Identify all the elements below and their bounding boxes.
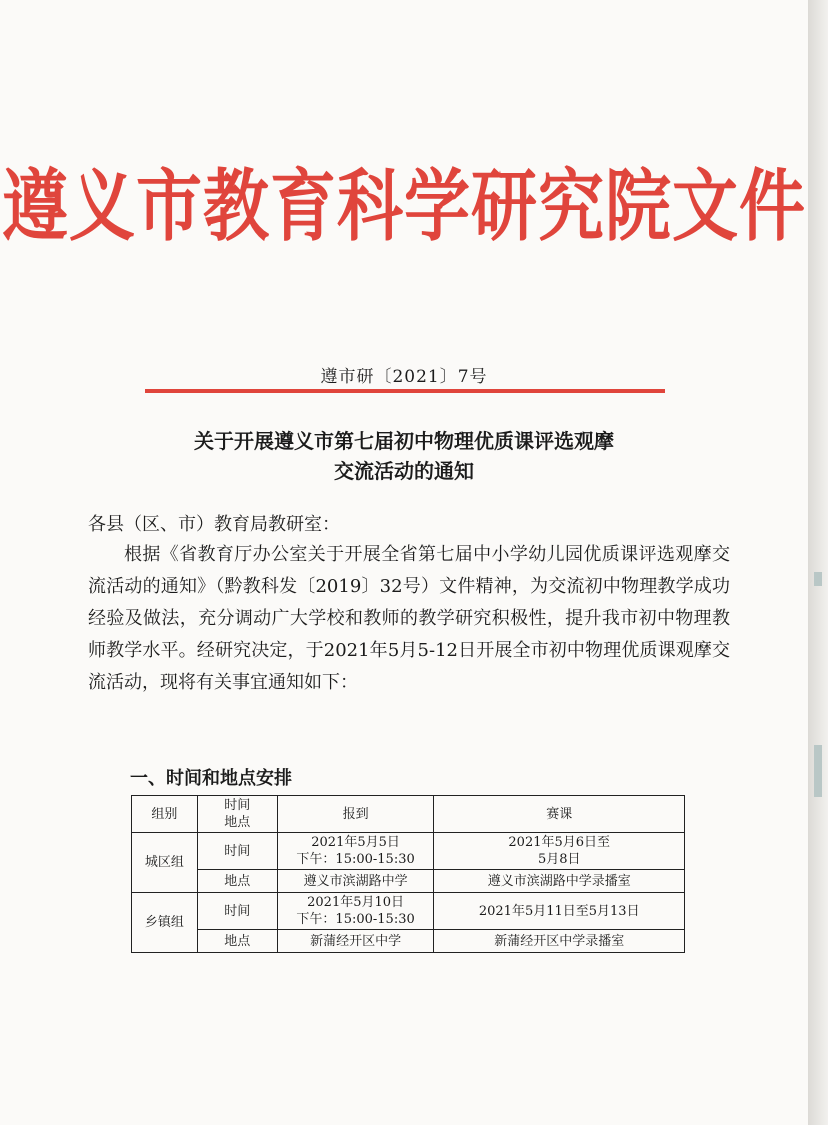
edge-mark	[814, 745, 822, 797]
schedule-table	[131, 795, 685, 953]
competition-time-township: 2021年5月11日至5月13日	[434, 893, 685, 930]
notice-title	[0, 426, 808, 486]
table-header-row	[132, 796, 685, 833]
body-paragraph: 根据《省教育厅办公室关于开展全省第七届中小学幼儿园优质课评选观摩交流活动的通知》（黔教科发〔2019〕32号）文件精神，为交流初中物理教学成功经验及做法，充分调动广大学校和教师的教学研究积极性，提升我市初中物理教师教学水平。经研究决定，于2021年5月5-12日开展全市初中物理优质课观摩交流活动，现将有关事宜通知如下：	[88, 544, 730, 693]
header-registration: 报到	[277, 796, 434, 833]
registration-date: 2021年5月10日	[307, 895, 405, 910]
table-row	[132, 870, 685, 893]
greeting: 各县（区、市）教育局教研室：	[88, 514, 340, 535]
table-row	[132, 833, 685, 870]
competition-place-township: 新蒲经开区中学录播室	[434, 930, 685, 953]
registration-time-urban	[277, 833, 434, 870]
notice-title-line1: 关于开展遵义市第七届初中物理优质课评选观摩	[194, 429, 614, 453]
header-place: 地点	[224, 815, 251, 830]
row-label-time: 时间	[197, 893, 277, 930]
red-divider-line	[145, 389, 665, 393]
group-name-township: 乡镇组	[132, 893, 198, 953]
registration-place-urban: 遵义市滨湖路中学	[277, 870, 434, 893]
edge-mark	[814, 572, 822, 586]
group-name-urban: 城区组	[132, 833, 198, 893]
letterhead-title: 遵义市教育科学研究院文件	[2, 161, 806, 253]
competition-time-urban	[434, 833, 685, 870]
row-label-place: 地点	[197, 930, 277, 953]
registration-date: 2021年5月5日	[311, 835, 400, 850]
registration-hours: 下午：15:00-15:30	[296, 912, 415, 927]
row-label-place: 地点	[197, 870, 277, 893]
section-heading: 一、时间和地点安排	[130, 768, 292, 789]
competition-date-end: 5月8日	[537, 852, 581, 867]
notice-title-line2: 交流活动的通知	[334, 459, 474, 483]
header-time-place	[197, 796, 277, 833]
competition-date-start: 2021年5月6日至	[508, 835, 611, 850]
page-edge-shadow	[808, 0, 828, 1125]
competition-place-urban: 遵义市滨湖路中学录播室	[434, 870, 685, 893]
document-number: 遵市研〔2021〕7号	[320, 367, 488, 387]
table-row	[132, 893, 685, 930]
header-competition: 赛课	[434, 796, 685, 833]
table-row	[132, 930, 685, 953]
registration-time-township	[277, 893, 434, 930]
header-group: 组别	[132, 796, 198, 833]
registration-place-township: 新蒲经开区中学	[277, 930, 434, 953]
header-time: 时间	[224, 798, 251, 813]
registration-hours: 下午：15:00-15:30	[296, 852, 415, 867]
row-label-time: 时间	[197, 833, 277, 870]
